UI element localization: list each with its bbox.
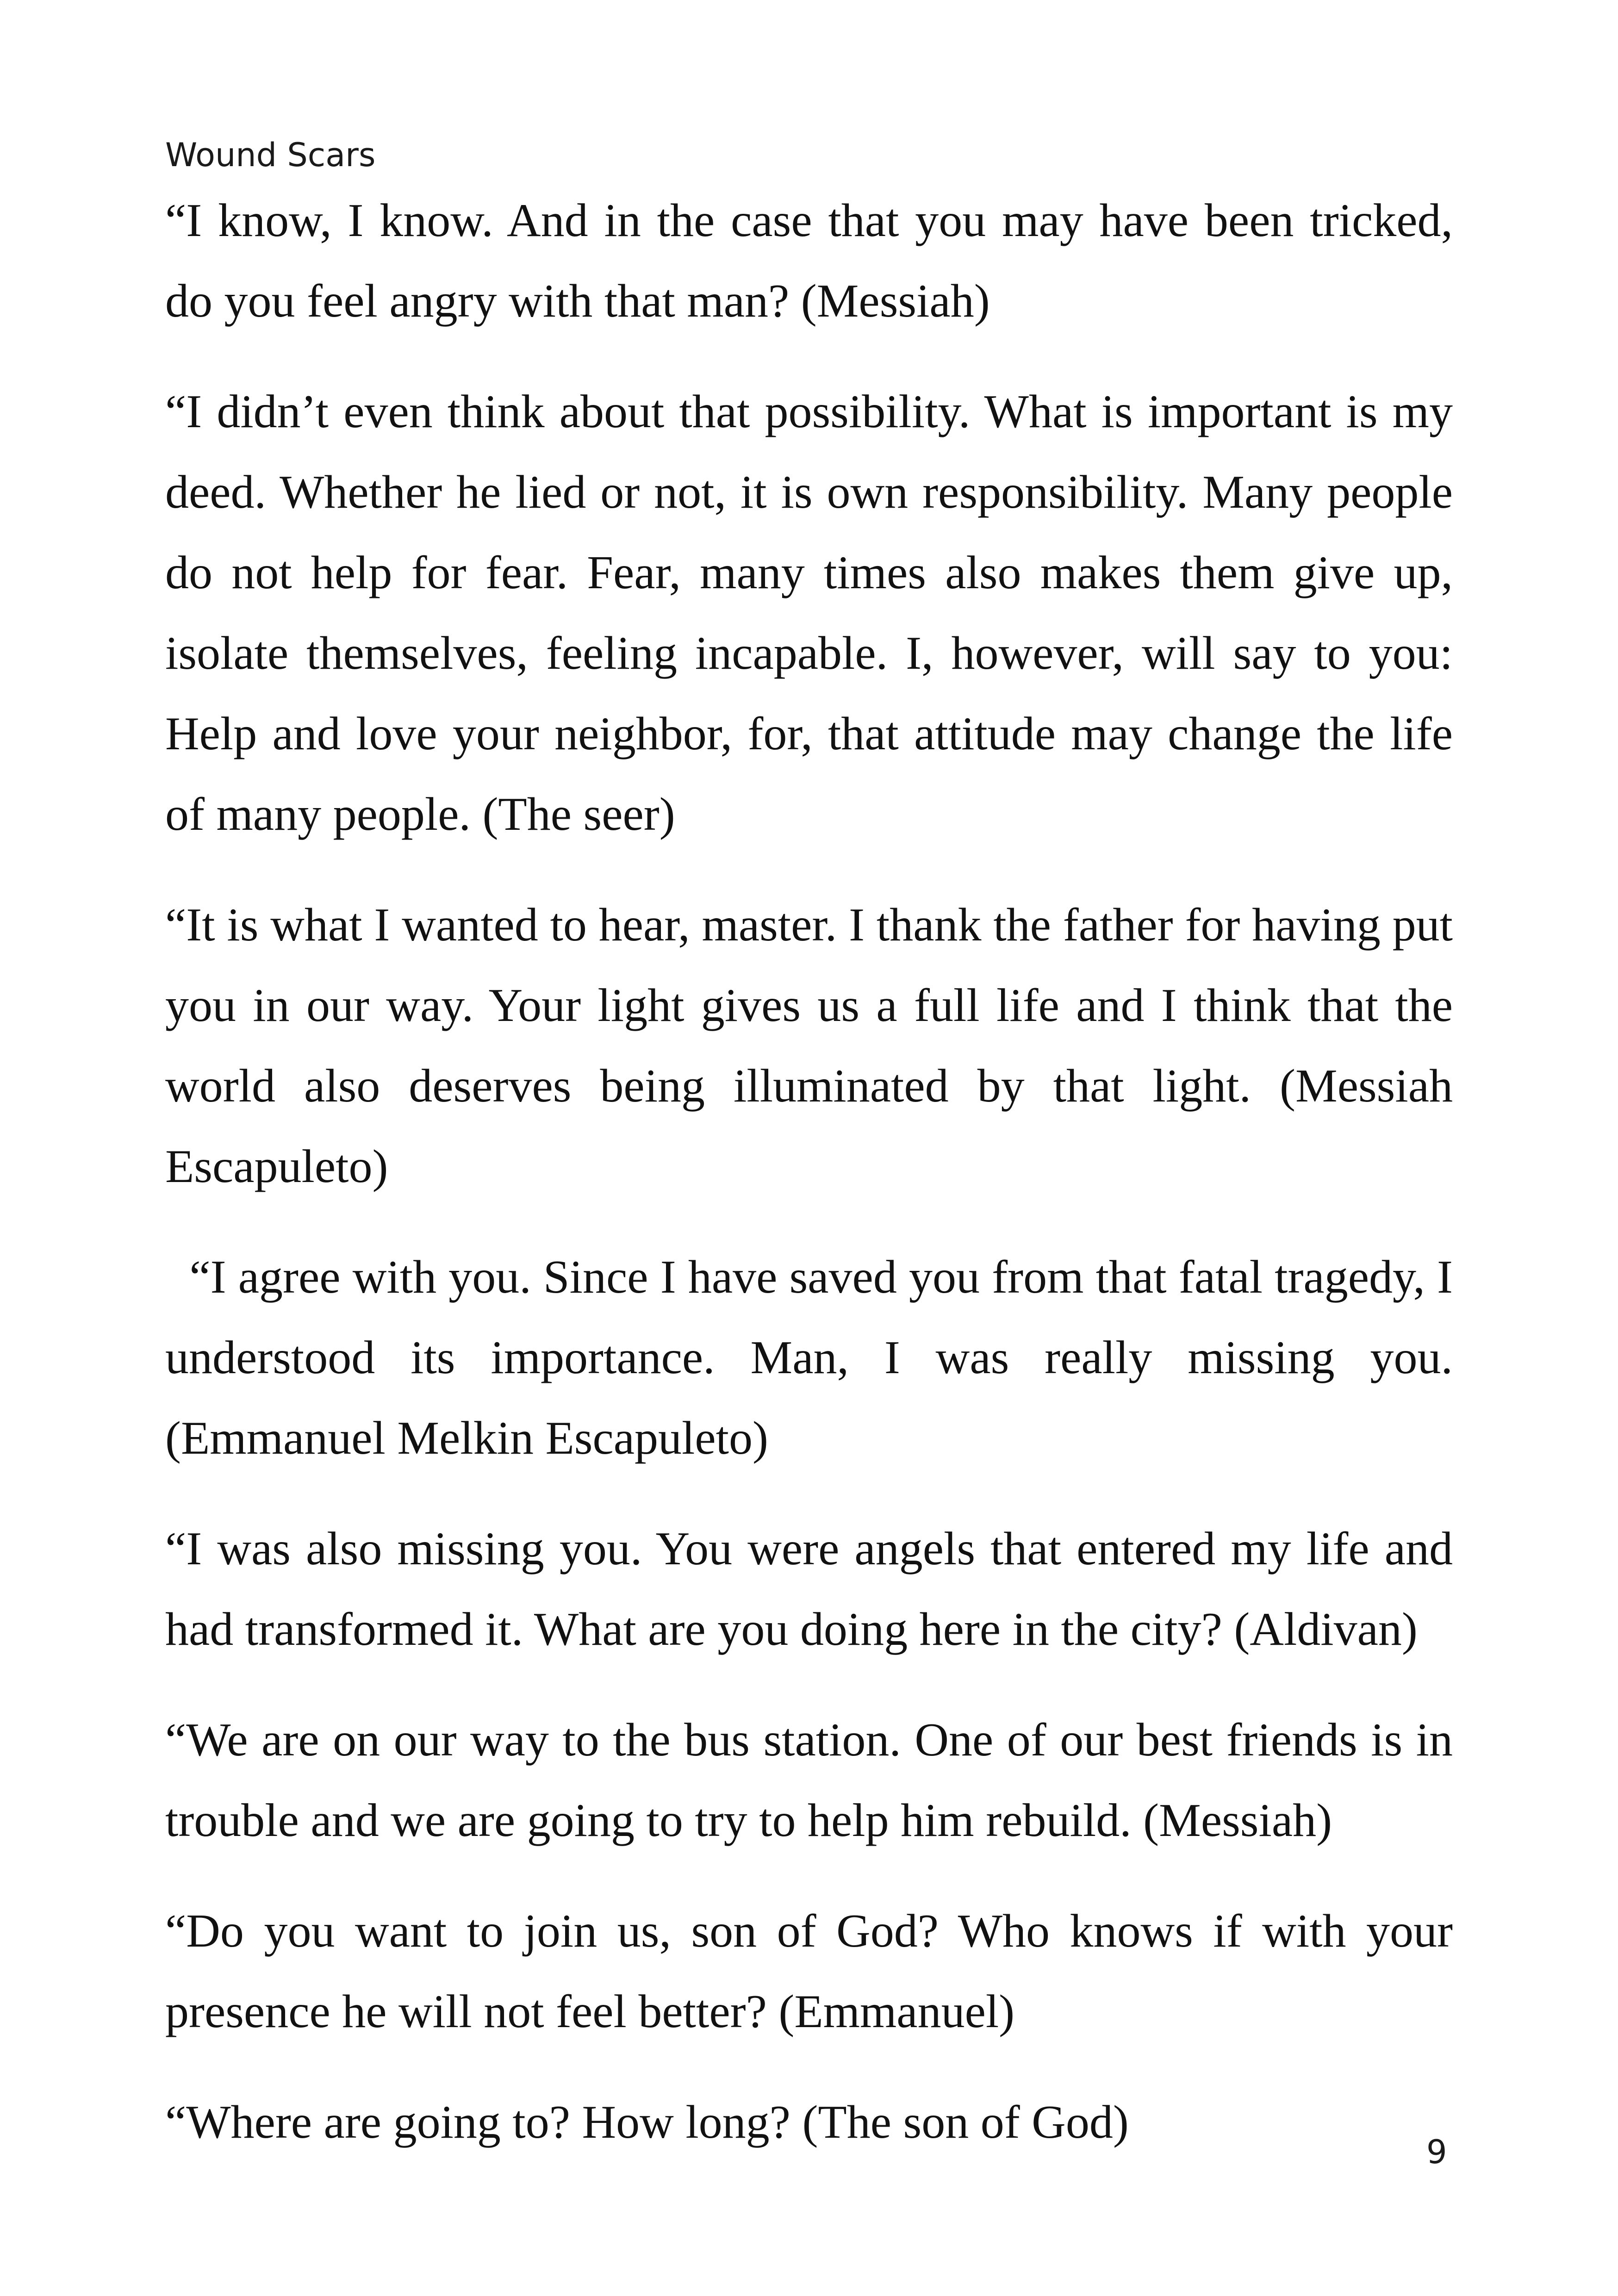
paragraph: “Where are going to? How long? (The son of God) — [165, 2096, 1129, 2148]
body-text — [165, 180, 1453, 2193]
paragraph: “I agree with you. Since I have saved you from that fatal tragedy, I understood its importance. Man, I was really missing you. (Emmanuel Melkin Escapuleto) — [165, 1251, 1453, 1464]
running-header-title: Wound Scars — [165, 136, 376, 174]
paragraph: “I didn’t even think about that possibility. What is important is my deed. Whether he lied or not, it is own responsibility. Many people do not help for fear. Fear, many times also makes them give up, isolate themselves, feeling incapable. I, however, will say to you: Help and love your neighbor, for, that attitude may change the life of many people. (The seer) — [165, 386, 1453, 840]
paragraph: “Do you want to join us, son of God? Who knows if with your presence he will not feel better? (Emmanuel) — [165, 1905, 1453, 2038]
paragraph: “We are on our way to the bus station. One of our best friends is in trouble and we are going to try to help him rebuild. (Messiah) — [165, 1714, 1453, 1847]
paragraph: “It is what I wanted to hear, master. I thank the father for having put you in our way. Your light gives us a full life and I think that the world also deserves being illuminated by that light. (Messiah Escapuleto) — [165, 899, 1453, 1193]
paragraph: “I was also missing you. You were angels that entered my life and had transformed it. What are you doing here in the city? (Aldivan) — [165, 1523, 1453, 1655]
page-number: 9 — [1426, 2133, 1447, 2171]
paragraph: “I know, I know. And in the case that you may have been tricked, do you feel angry with that man? (Messiah) — [165, 194, 1453, 327]
